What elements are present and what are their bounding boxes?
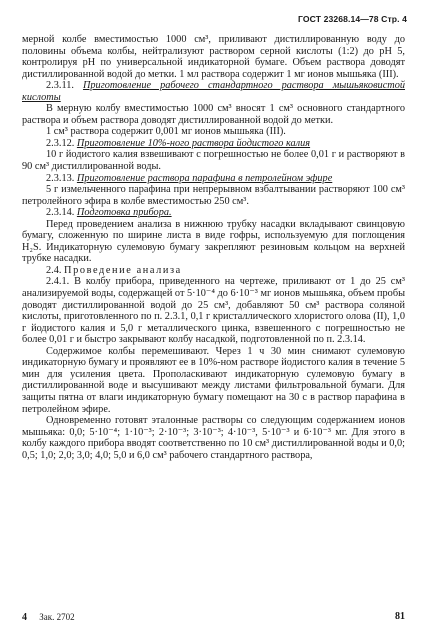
section-number: 2.4. bbox=[46, 264, 62, 276]
page-number: 81 bbox=[395, 611, 405, 622]
paragraph: 2.4.1. В колбу прибора, приведенного на чертеже, приливают от 1 до 25 см³ анализируемой воды, содержащей от 5·10⁻⁴ до 6·10⁻³ мг ионов мышьяка, объем пробы доводят дистиллированной водой до 25 см³, добавляют 50 см³ раствора соляной кислоты, приготовленного по п. 2.3.1, 0,1 г кристаллического хлористого олова (II), 1,0 г йодистого калия и 5,0 г металлического цинка, взвешенного с погрешностью не более 0,01 г и быстро закрывают колбу насадкой, подготовленной по п. 2.3.14. bbox=[22, 276, 405, 346]
document-body bbox=[22, 34, 405, 461]
section-heading-2-3-14 bbox=[22, 207, 405, 219]
section-title: Приготовление 10%-ного раствора йодистого калия bbox=[76, 137, 311, 149]
paragraph-continuation: мерной колбе вместимостью 1000 см³, приливают дистиллированную воду до половины объема колбы, нейтрализуют раствором серной кислоты (1:2) до pH 5, контролируя pH по универсальной индикаторной бумаге. Объем раствора доводят дистиллированной водой до метки. 1 мл раствора содержит 1 мг ионов мышьяка (III). bbox=[22, 34, 405, 80]
section-heading-2-3-12 bbox=[22, 138, 405, 150]
paragraph: Одновременно готовят эталонные растворы со следующим содержанием ионов мышьяка: 0,0; 5·10⁻⁴; 1·10⁻³; 2·10⁻³; 3·10⁻³; 4·10⁻³, 5·10⁻³ и 6·10⁻³ мг. Для этого в колбу каждого прибора вводят соответственно по 10 см³ дистиллированной воды и 0,0; 0,5; 1,0; 2,0; 3,0; 4,0; 5,0 и 6,0 см³ рабочего стандартного раствора, bbox=[22, 415, 405, 461]
page-footer-left bbox=[22, 612, 75, 623]
section-number: 2.3.13. bbox=[46, 172, 75, 184]
paragraph: Содержимое колбы перемешивают. Через 1 ч 30 мин снимают сулемовую индикаторную бумагу и проявляют ее в 10%-ном растворе йодистого калия в течение 5 мин для усиления цвета. Прополаскивают индикаторную сулемовую бумагу в дистиллированной воде и высушивают между листами фильтровальной бумаги. Для защиты пятна от влаги индикаторную бумагу помещают на 30 с в раствор парафина в петролейном эфире. bbox=[22, 345, 405, 415]
paragraph: В мерную колбу вместимостью 1000 см³ вносят 1 см³ основного стандартного раствора и объем раствора доводят дистиллированной водой до метки. bbox=[22, 103, 405, 126]
section-title: Проведение анализа bbox=[64, 264, 182, 276]
paragraph: 10 г йодистого калия взвешивают с погрешностью не более 0,01 г и растворяют в 90 см³ дистиллированной воды. bbox=[22, 149, 405, 173]
section-title: Приготовление рабочего стандартного раствора мышьяковистой кислоты bbox=[22, 80, 406, 103]
section-heading-2-4 bbox=[22, 265, 405, 277]
print-order: Зак. 2702 bbox=[39, 612, 75, 622]
section-title: Подготовка прибора. bbox=[76, 207, 172, 219]
paragraph: 1 см³ раствора содержит 0,001 мг ионов мышьяка (III). bbox=[46, 126, 286, 138]
section-number: 2.3.14. bbox=[46, 207, 75, 219]
section-heading-2-3-11 bbox=[22, 80, 405, 103]
paragraph: 5 г измельченного парафина при непрерывном взбалтывании растворяют 100 см³ петролейного эфира в колбе вместимостью 250 см³. bbox=[22, 184, 405, 207]
paragraph: Перед проведением анализа в нижнюю трубку насадки вкладывают свинцовую бумагу, сложенную по ширине листа в виде гофры, используемую для поглощения H₂S. Индикаторную сулемовую бумагу закрепляют резиновым кольцом на верхней трубке насадки. bbox=[22, 218, 405, 265]
section-title: Приготовление раствора парафина в петролейном эфире bbox=[76, 172, 333, 184]
page-header: ГОСТ 23268.14—78 Стр. 4 bbox=[298, 14, 407, 24]
sheet-number: 4 bbox=[22, 612, 27, 623]
section-number: 2.3.12. bbox=[46, 137, 75, 149]
section-number: 2.3.11. bbox=[46, 80, 74, 92]
section-heading-2-3-13 bbox=[22, 173, 405, 185]
